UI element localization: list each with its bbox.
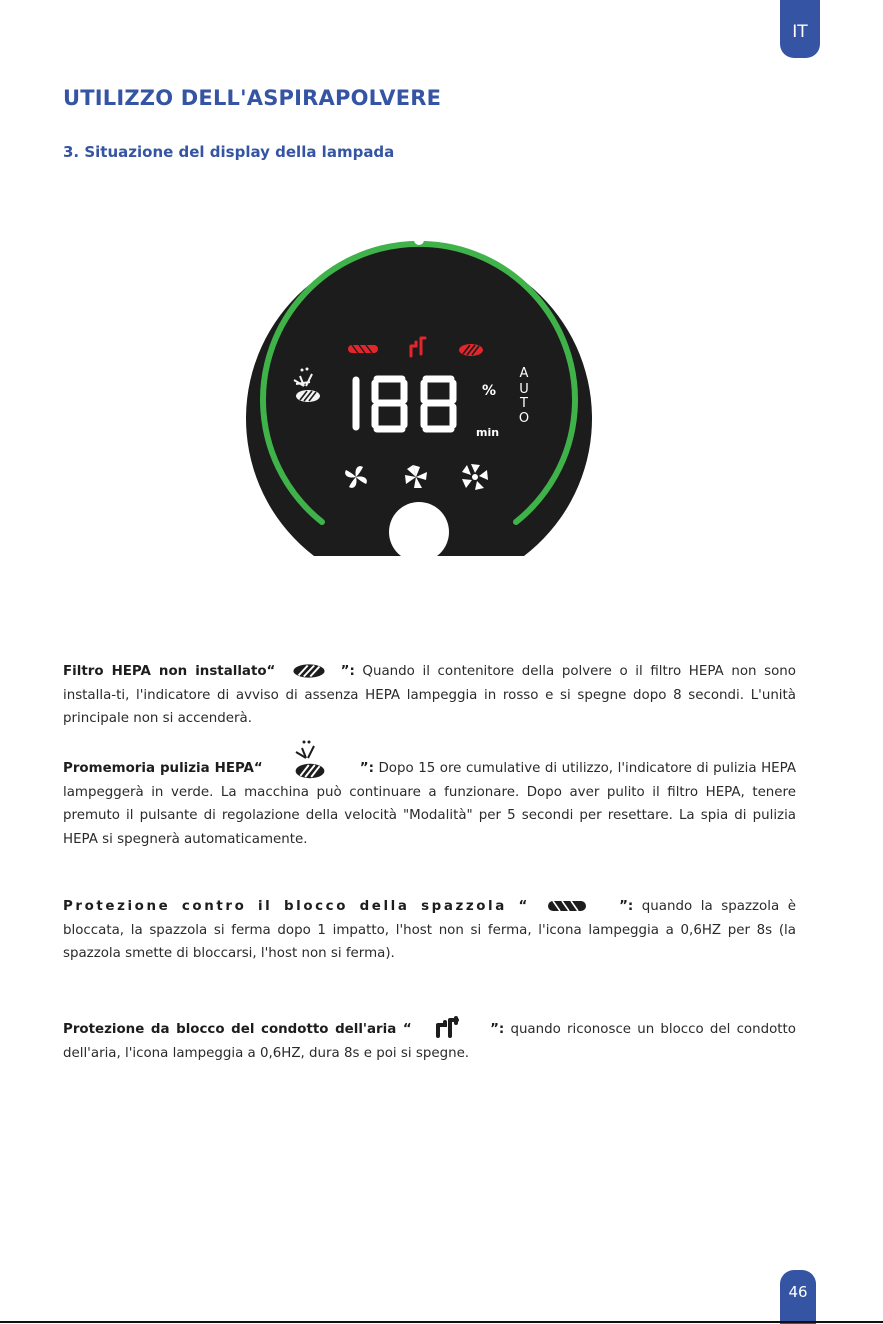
page-number: 46 bbox=[780, 1270, 816, 1324]
air-duct-block-icon bbox=[432, 1016, 462, 1038]
paragraph-title: Protezione contro il blocco della spazzola “ bbox=[63, 899, 530, 914]
min-unit: min bbox=[476, 426, 500, 439]
percent-unit: % bbox=[482, 383, 497, 399]
bottom-rule bbox=[0, 1321, 883, 1323]
svg-text:U: U bbox=[519, 382, 529, 397]
paragraph-hepa-not-installed: Filtro HEPA non installato“ ”: Quando il contenitore della polvere o il filtro HEPA non sono installa-ti, l'indicatore di avviso di assenza HEPA lampeggia in rosso e si spegne dopo 8 secondi. L'unità principale non si accenderà. bbox=[63, 664, 796, 726]
svg-text:O: O bbox=[518, 411, 530, 426]
paragraph-title: Protezione da blocco del condotto dell'aria “ bbox=[63, 1022, 412, 1037]
language-tab: IT bbox=[780, 0, 820, 58]
paragraph-brush-block: Protezione contro il blocco della spazzola “ ”: quando la spazzola è bloccata, la spazzola si ferma dopo 1 impatto, l'host non si ferma, l'icona lampeggia a 0,6HZ per 8s (la spazzola smette di bloccarsi, l'host non si ferma). bbox=[63, 899, 796, 961]
hepa-clean-reminder-icon bbox=[285, 740, 331, 780]
brush-block-icon bbox=[348, 345, 378, 353]
auto-label bbox=[519, 366, 529, 426]
paragraph-text: quando riconosce un blocco del condotto dell'aria, l'icona lampeggia a 0,6HZ, dura 8s e poi si spegne. bbox=[63, 1022, 796, 1061]
paragraph-hepa-reminder: Promemoria pulizia HEPA“ ”: Dopo 15 ore cumulative di utilizzo, l'indicatore di pulizia HEPA lampeggerà in verde. La macchina può continuare a funzionare. Dopo aver pulito il filtro HEPA, tenere premuto il pulsante di regolazione della velocità "Modalità" per 5 secondi per resettare. La spia di pulizia HEPA si spegnerà automaticamente. bbox=[63, 756, 796, 851]
paragraph-text: quando la spazzola è bloccata, la spazzola si ferma dopo 1 impatto, l'host non si ferma, l'icona lampeggia a 0,6HZ per 8s (la spazzola smette di bloccarsi, l'host non si ferma). bbox=[63, 899, 796, 961]
brush-block-icon bbox=[546, 899, 588, 913]
lamp-display-illustration bbox=[244, 234, 594, 564]
hepa-filter-icon bbox=[459, 344, 483, 356]
page-title: UTILIZZO DELL'ASPIRAPOLVERE bbox=[63, 86, 442, 110]
hepa-filter-icon bbox=[291, 663, 327, 679]
paragraph-text: Dopo 15 ore cumulative di utilizzo, l'indicatore di pulizia HEPA lampeggerà in verde. La macchina può continuare a funzionare. Dopo aver pulito il filtro HEPA, tenere premuto il pulsante di regolazione della velocità "Modalità" per 5 secondi per resettare. La spia di pulizia HEPA si spegnerà automaticamente. bbox=[63, 761, 796, 847]
svg-text:A: A bbox=[519, 366, 529, 381]
power-button bbox=[389, 502, 449, 562]
paragraph-air-duct-block: Protezione da blocco del condotto dell'aria “ ”: quando riconosce un blocco del condotto dell'aria, l'icona lampeggia a 0,6HZ, dura 8s e poi si spegne. bbox=[63, 1018, 796, 1065]
paragraph-text: Quando il contenitore della polvere o il filtro HEPA non sono installa-ti, l'indicatore di avviso di assenza HEPA lampeggia in rosso e si spegne dopo 8 secondi. L'unità principale non si accenderà. bbox=[63, 664, 796, 726]
section-heading: 3. Situazione del display della lampada bbox=[63, 143, 395, 161]
paragraph-title: Promemoria pulizia HEPA“ bbox=[63, 761, 263, 776]
paragraph-title: Filtro HEPA non installato“ bbox=[63, 664, 276, 679]
svg-text:T: T bbox=[520, 396, 528, 411]
